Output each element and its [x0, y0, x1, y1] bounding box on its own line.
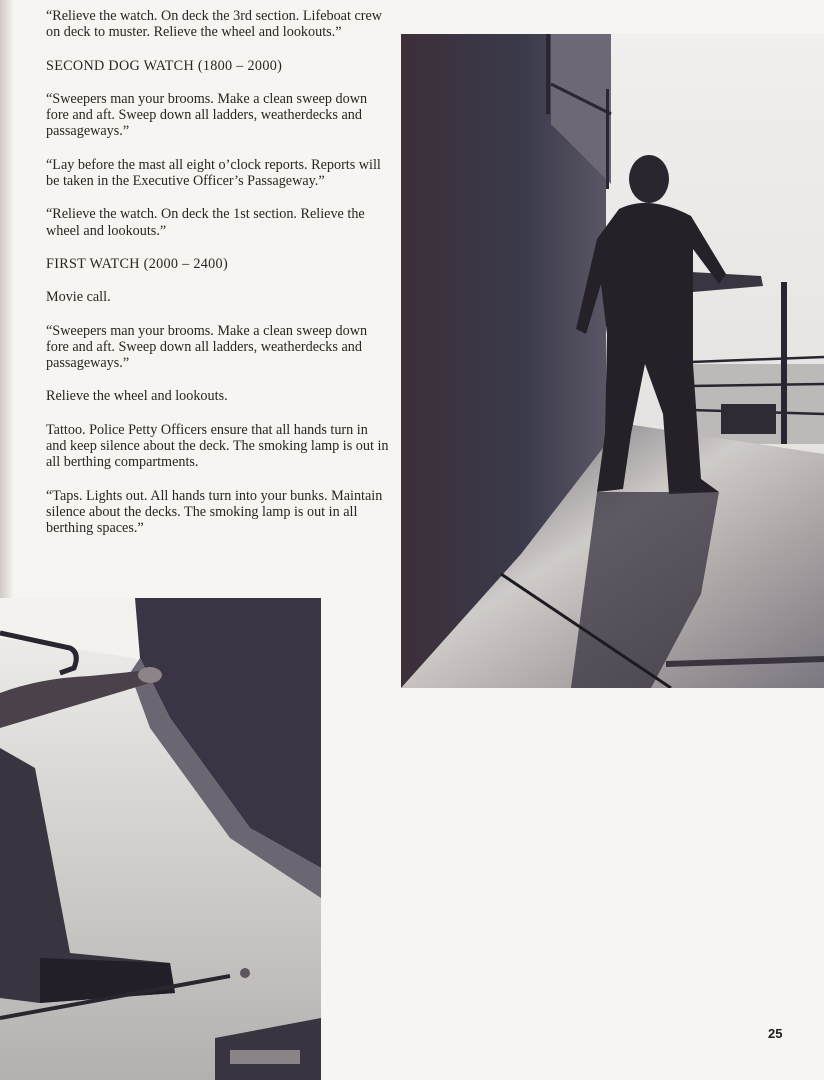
paragraph-sweepers-1: “Sweepers man your brooms. Make a clean sweep down fore and aft. Sweep down all ladders, weatherdecks and passageways.”: [46, 90, 368, 140]
photo-arm-on-deck: [0, 598, 321, 1080]
heading-first-watch: FIRST WATCH (2000 – 2400): [46, 255, 228, 272]
paragraph-relieve-wheel: Relieve the wheel and lookouts.: [46, 388, 228, 405]
text-column: [46, 8, 391, 554]
paragraph-movie-call: Movie call.: [46, 289, 111, 306]
page-number: 25: [768, 1026, 783, 1041]
paragraph-relieve-1st-section: “Relieve the watch. On deck the 1st section. Relieve the wheel and lookouts.”: [46, 206, 365, 239]
paragraph-eight-oclock-reports: “Lay before the mast all eight o’clock reports. Reports will be taken in the Executive Officer’s Passageway.”: [46, 156, 381, 190]
paragraph-tattoo: Tattoo. Police Petty Officers ensure that all hands turn in and keep silence about the deck. The smoking lamp is out in all berthing compartments.: [46, 421, 389, 471]
paragraph-taps: “Taps. Lights out. All hands turn into your bunks. Maintain silence about the decks. The smoking lamp is out in all berthing spaces.”: [46, 487, 383, 537]
heading-second-dog-watch: SECOND DOG WATCH (1800 – 2000): [46, 57, 283, 74]
paragraph-relieve-3rd-section: “Relieve the watch. On deck the 3rd section. Lifeboat crew on deck to muster. Relieve the wheel and lookouts.”: [46, 8, 383, 41]
photo-sailor-on-deck: [401, 34, 824, 688]
paragraph-sweepers-2: “Sweepers man your brooms. Make a clean sweep down fore and aft. Sweep down all ladders, weatherdecks and passageways.”: [46, 322, 368, 372]
